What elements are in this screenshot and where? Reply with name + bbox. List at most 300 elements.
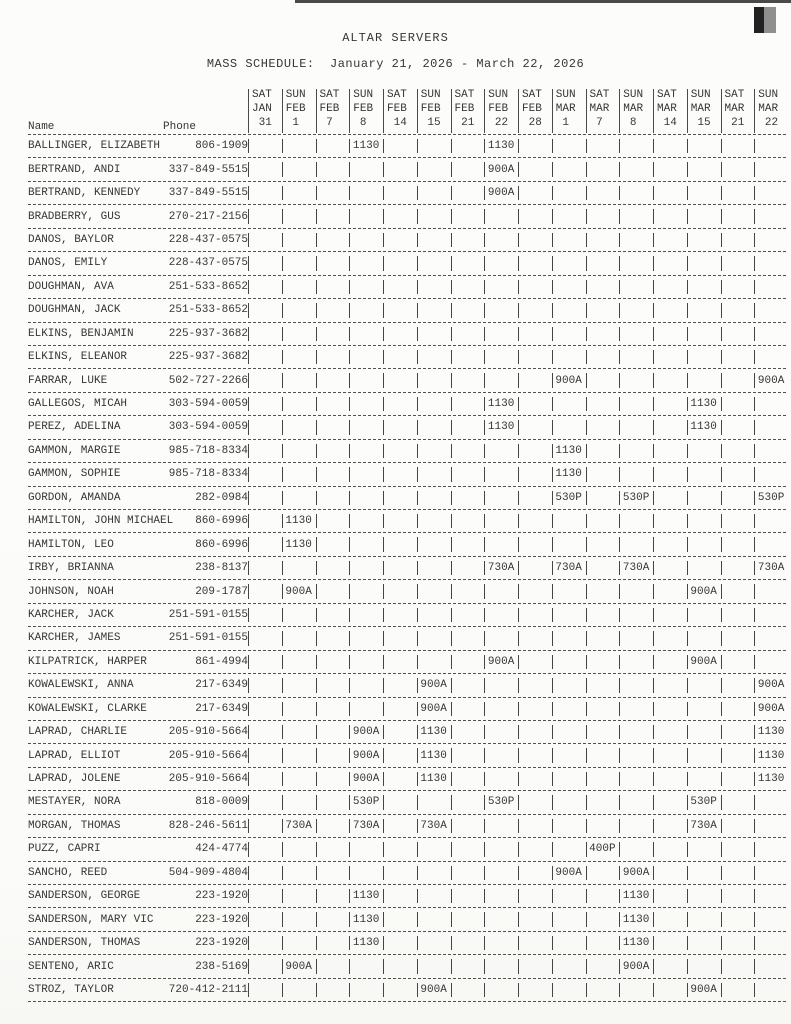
assignment-cell [586,299,620,321]
server-phone: 337-849-5515 [168,163,248,176]
assignment-cell [349,557,383,579]
assignment-cell: 1130 [484,135,518,157]
assignment-cell [721,604,755,626]
assignment-cell [417,651,451,673]
date-column-header [349,88,383,134]
assignment-cell [518,791,552,813]
assignment-cell [619,815,653,837]
assignment-cell [687,323,721,345]
date-column-header [316,88,350,134]
server-phone: 985-718-8334 [168,468,248,481]
assignment-cell [484,463,518,485]
assignment-cell [687,932,721,954]
assignment-cell [484,955,518,977]
assignment-cell [349,416,383,438]
assignment-cell: 1130 [417,744,451,766]
assignment-cell [619,416,653,438]
server-phone: 205-910-5664 [168,726,248,739]
server-phone: 806-1909 [195,140,248,153]
server-name: DOUGHMAN, JACK [28,304,121,317]
assignment-cell [417,158,451,180]
assignment-cell [451,276,485,298]
assignment-cell [248,932,282,954]
assignment-cell [383,276,417,298]
assignment-cell [653,346,687,368]
assignment-cell [248,580,282,602]
assignment-cell [552,674,586,696]
assignment-cell [653,674,687,696]
assignment-cell [518,908,552,930]
assignment-cell [349,604,383,626]
assignment-cell [484,346,518,368]
assignment-cell [316,768,350,790]
server-phone: 818-0009 [195,796,248,809]
date-day-number: 14 [387,117,407,129]
row-separator-dashed-line [28,1001,788,1002]
assignment-cell [484,932,518,954]
assignment-cell [721,346,755,368]
assignment-cell [518,369,552,391]
assignment-cell [518,838,552,860]
assignment-cell [754,135,788,157]
assignment-cell: 1130 [282,533,316,555]
server-phone: 251-591-0155 [168,608,248,621]
assignment-cell [653,838,687,860]
date-month: FEB [488,103,509,115]
assignment-cell [518,533,552,555]
assignment-cell [754,979,788,1001]
assignment-cell [484,533,518,555]
assignment-cell [417,229,451,251]
assignment-cell [552,252,586,274]
table-row [28,440,788,462]
assignment-cell [754,885,788,907]
table-row [28,862,788,884]
assignment-cell: 1130 [552,463,586,485]
server-name: BALLINGER, ELIZABETH [28,140,161,153]
assignment-cell [316,158,350,180]
assignment-cell [754,815,788,837]
assignment-cell [417,440,451,462]
assignment-cell [754,604,788,626]
assignment-cell [349,955,383,977]
date-month: JAN [252,103,272,115]
table-row [28,791,788,813]
assignment-cell [248,674,282,696]
assignment-cell [383,721,417,743]
assignment-cell [451,557,485,579]
assignment-cell [653,487,687,509]
assignment-cell: 530P [484,791,518,813]
table-row [28,627,788,649]
assignment-cell [316,838,350,860]
server-name: FARRAR, LUKE [28,374,108,387]
assignment-cell: 900A [754,369,788,391]
date-column-header [518,88,552,134]
assignment-cell: 730A [417,815,451,837]
assignment-cell [451,815,485,837]
assignment-cell [586,791,620,813]
assignment-cell [451,698,485,720]
assignment-cell [383,182,417,204]
assignment-cell [451,440,485,462]
assignment-cell: 530P [687,791,721,813]
scan-corner-mark [754,7,776,33]
assignment-cell [653,557,687,579]
table-row [28,487,788,509]
assignment-cell [721,182,755,204]
assignment-cell [721,791,755,813]
date-column-header [484,88,518,134]
assignment-cell [484,604,518,626]
assignment-cell [316,862,350,884]
assignment-cell [721,393,755,415]
assignment-cell [687,744,721,766]
assignment-cell [586,651,620,673]
assignment-cell [248,533,282,555]
date-column-header [687,88,721,134]
assignment-cell [721,885,755,907]
assignment-cell [754,651,788,673]
assignment-cell [721,557,755,579]
table-row [28,768,788,790]
assignment-cell [484,815,518,837]
assignment-cell [687,299,721,321]
server-name: ELKINS, BENJAMIN [28,327,134,340]
assignment-cell [754,627,788,649]
assignment-cell [248,463,282,485]
server-phone: 424-4774 [195,843,248,856]
assignment-cell [484,440,518,462]
assignment-cell [518,627,552,649]
assignment-cell [417,885,451,907]
server-phone: 238-8137 [195,562,248,575]
assignment-cell [586,205,620,227]
assignment-cell [451,158,485,180]
assignment-cell [518,768,552,790]
date-day-of-week: SAT [522,89,542,101]
assignment-cell [417,369,451,391]
assignment-cell [282,323,316,345]
assignment-cell [316,135,350,157]
assignment-cell [383,229,417,251]
table-row [28,369,788,391]
assignment-cell [451,510,485,532]
assignment-cell [721,955,755,977]
assignment-cell [552,393,586,415]
assignment-cell [316,533,350,555]
assignment-cell [518,744,552,766]
date-month: MAR [657,103,677,115]
assignment-cell [451,744,485,766]
date-day-number: 21 [724,117,745,129]
table-row [28,979,788,1001]
server-name: GAMMON, SOPHIE [28,468,121,481]
assignment-cell [316,627,350,649]
server-phone: 217-6349 [195,702,248,715]
assignment-cell [687,440,721,462]
assignment-cell [451,580,485,602]
assignment-cell: 530P [552,487,586,509]
assignment-cell [687,908,721,930]
assignment-cell [586,955,620,977]
server-name: STROZ, TAYLOR [28,983,114,996]
server-phone: 225-937-3682 [168,327,248,340]
assignment-cell [586,323,620,345]
assignment-cell [619,698,653,720]
server-name: BRADBERRY, GUS [28,210,121,223]
assignment-cell [721,533,755,555]
assignment-cell [586,487,620,509]
assignment-cell [417,487,451,509]
assignment-cell [721,698,755,720]
assignment-cell: 900A [282,955,316,977]
assignment-cell [586,440,620,462]
assignment-cell [619,580,653,602]
assignment-cell [282,651,316,673]
date-day-number: 22 [758,117,779,129]
assignment-cell [383,299,417,321]
assignment-cell [619,744,653,766]
assignment-cell [687,885,721,907]
assignment-cell [484,299,518,321]
assignment-cell [383,346,417,368]
server-name: SANDERSON, THOMAS [28,937,141,950]
server-phone: 238-5169 [195,960,248,973]
assignment-cell: 1130 [349,885,383,907]
server-name: SANDERSON, GEORGE [28,890,141,903]
assignment-cell [316,252,350,274]
assignment-cell [586,135,620,157]
assignment-cell [316,557,350,579]
assignment-cell [316,182,350,204]
assignment-cell [687,205,721,227]
assignment-cell [248,815,282,837]
assignment-cell [586,252,620,274]
assignment-cell [316,510,350,532]
assignment-cell: 530P [754,487,788,509]
date-column-header [552,88,586,134]
assignment-cell [248,487,282,509]
date-day-number: 15 [690,117,711,129]
assignment-cell [687,369,721,391]
date-month: FEB [420,103,441,115]
assignment-cell [316,416,350,438]
assignment-cell: 900A [687,979,721,1001]
document-title: ALTAR SERVERS [342,31,449,45]
assignment-cell [721,229,755,251]
date-column-header [619,88,653,134]
assignment-cell [383,393,417,415]
date-month: MAR [758,103,779,115]
assignment-cell: 1130 [417,768,451,790]
assignment-cell [518,393,552,415]
assignment-cell [619,463,653,485]
assignment-cell [484,323,518,345]
assignment-cell [586,627,620,649]
assignment-cell [383,651,417,673]
table-row [28,698,788,720]
assignment-cell [316,955,350,977]
assignment-cell [653,955,687,977]
assignment-cell [248,416,282,438]
assignment-cell: 1130 [754,744,788,766]
assignment-cell: 1130 [282,510,316,532]
assignment-cell [316,932,350,954]
assignment-cell: 900A [349,768,383,790]
assignment-cell [721,651,755,673]
assignment-cell [282,791,316,813]
assignment-cell [282,862,316,884]
assignment-cell [518,721,552,743]
assignment-cell [451,205,485,227]
assignment-cell [316,229,350,251]
server-phone: 205-910-5664 [168,773,248,786]
assignment-cell [653,533,687,555]
assignment-cell [552,651,586,673]
assignment-cell [484,627,518,649]
table-row [28,533,788,555]
assignment-cell [349,276,383,298]
assignment-cell [316,487,350,509]
assignment-cell [417,908,451,930]
server-phone: 303-594-0059 [168,398,248,411]
assignment-cell [721,768,755,790]
assignment-cell [619,135,653,157]
assignment-cell [653,252,687,274]
assignment-cell [754,791,788,813]
assignment-cell [586,393,620,415]
assignment-cell [349,627,383,649]
server-phone: 217-6349 [195,679,248,692]
assignment-cell [451,299,485,321]
assignment-cell: 900A [619,955,653,977]
assignment-cell [248,323,282,345]
assignment-cell [349,979,383,1001]
assignment-cell [248,252,282,274]
server-phone: 228-437-0575 [168,257,248,270]
assignment-cell [721,627,755,649]
server-phone: 504-909-4804 [168,866,248,879]
assignment-cell [586,815,620,837]
assignment-cell [383,932,417,954]
assignment-cell [248,393,282,415]
assignment-cell [383,955,417,977]
assignment-cell [484,276,518,298]
assignment-cell [417,346,451,368]
assignment-cell [349,862,383,884]
assignment-cell [248,791,282,813]
table-row [28,416,788,438]
assignment-cell [248,205,282,227]
assignment-cell: 900A [282,580,316,602]
assignment-cell [754,862,788,884]
assignment-cell [383,908,417,930]
assignment-cell [653,158,687,180]
assignment-cell [518,698,552,720]
assignment-cell [619,791,653,813]
table-row [28,557,788,579]
assignment-cell [518,158,552,180]
assignment-cell [721,580,755,602]
date-month: MAR [724,103,745,115]
assignment-cell [687,182,721,204]
server-name: SANDERSON, MARY VIC [28,913,154,926]
assignment-cell [754,533,788,555]
assignment-cell [383,768,417,790]
assignment-cell [586,768,620,790]
assignment-cell: 900A [552,862,586,884]
assignment-cell [316,393,350,415]
assignment-cell [316,369,350,391]
assignment-cell [248,369,282,391]
assignment-cell [383,580,417,602]
assignment-cell [721,721,755,743]
assignment-cell [248,651,282,673]
server-name: MESTAYER, NORA [28,796,121,809]
assignment-cell [248,182,282,204]
assignment-cell: 1130 [484,393,518,415]
assignment-cell [721,205,755,227]
assignment-cell [484,205,518,227]
assignment-cell [586,557,620,579]
assignment-cell [417,791,451,813]
assignment-cell [552,580,586,602]
assignment-cell [451,838,485,860]
assignment-cell [282,440,316,462]
assignment-cell [484,674,518,696]
date-month: FEB [285,103,306,115]
phone-column-header: Phone [163,121,197,133]
date-day-of-week: SAT [319,89,340,101]
assignment-cell: 900A [484,651,518,673]
date-day-number: 22 [488,117,509,129]
assignment-cell [484,908,518,930]
name-column-header: Name [28,121,55,133]
assignment-cell [687,721,721,743]
assignment-cell: 1130 [417,721,451,743]
assignment-cell [417,955,451,977]
assignment-cell [653,369,687,391]
assignment-cell [619,674,653,696]
server-name: PUZZ, CAPRI [28,843,101,856]
assignment-cell: 900A [754,674,788,696]
assignment-cell [586,744,620,766]
assignment-cell [383,205,417,227]
table-row [28,604,788,626]
assignment-cell [552,627,586,649]
assignment-cell [653,768,687,790]
assignment-cell [349,487,383,509]
assignment-cell [721,510,755,532]
assignment-cell [451,885,485,907]
table-row [28,158,788,180]
assignment-cell [619,768,653,790]
assignment-cell [552,158,586,180]
assignment-cell [687,487,721,509]
assignment-cell: 400P [586,838,620,860]
assignment-cell [282,416,316,438]
server-name: GALLEGOS, MICAH [28,398,128,411]
assignment-cell [518,674,552,696]
assignment-cell [552,276,586,298]
assignment-cell [653,440,687,462]
server-name: DANOS, EMILY [28,257,108,270]
server-name: BERTRAND, ANDI [28,163,121,176]
assignment-cell [687,698,721,720]
assignment-cell [417,393,451,415]
table-row [28,908,788,930]
